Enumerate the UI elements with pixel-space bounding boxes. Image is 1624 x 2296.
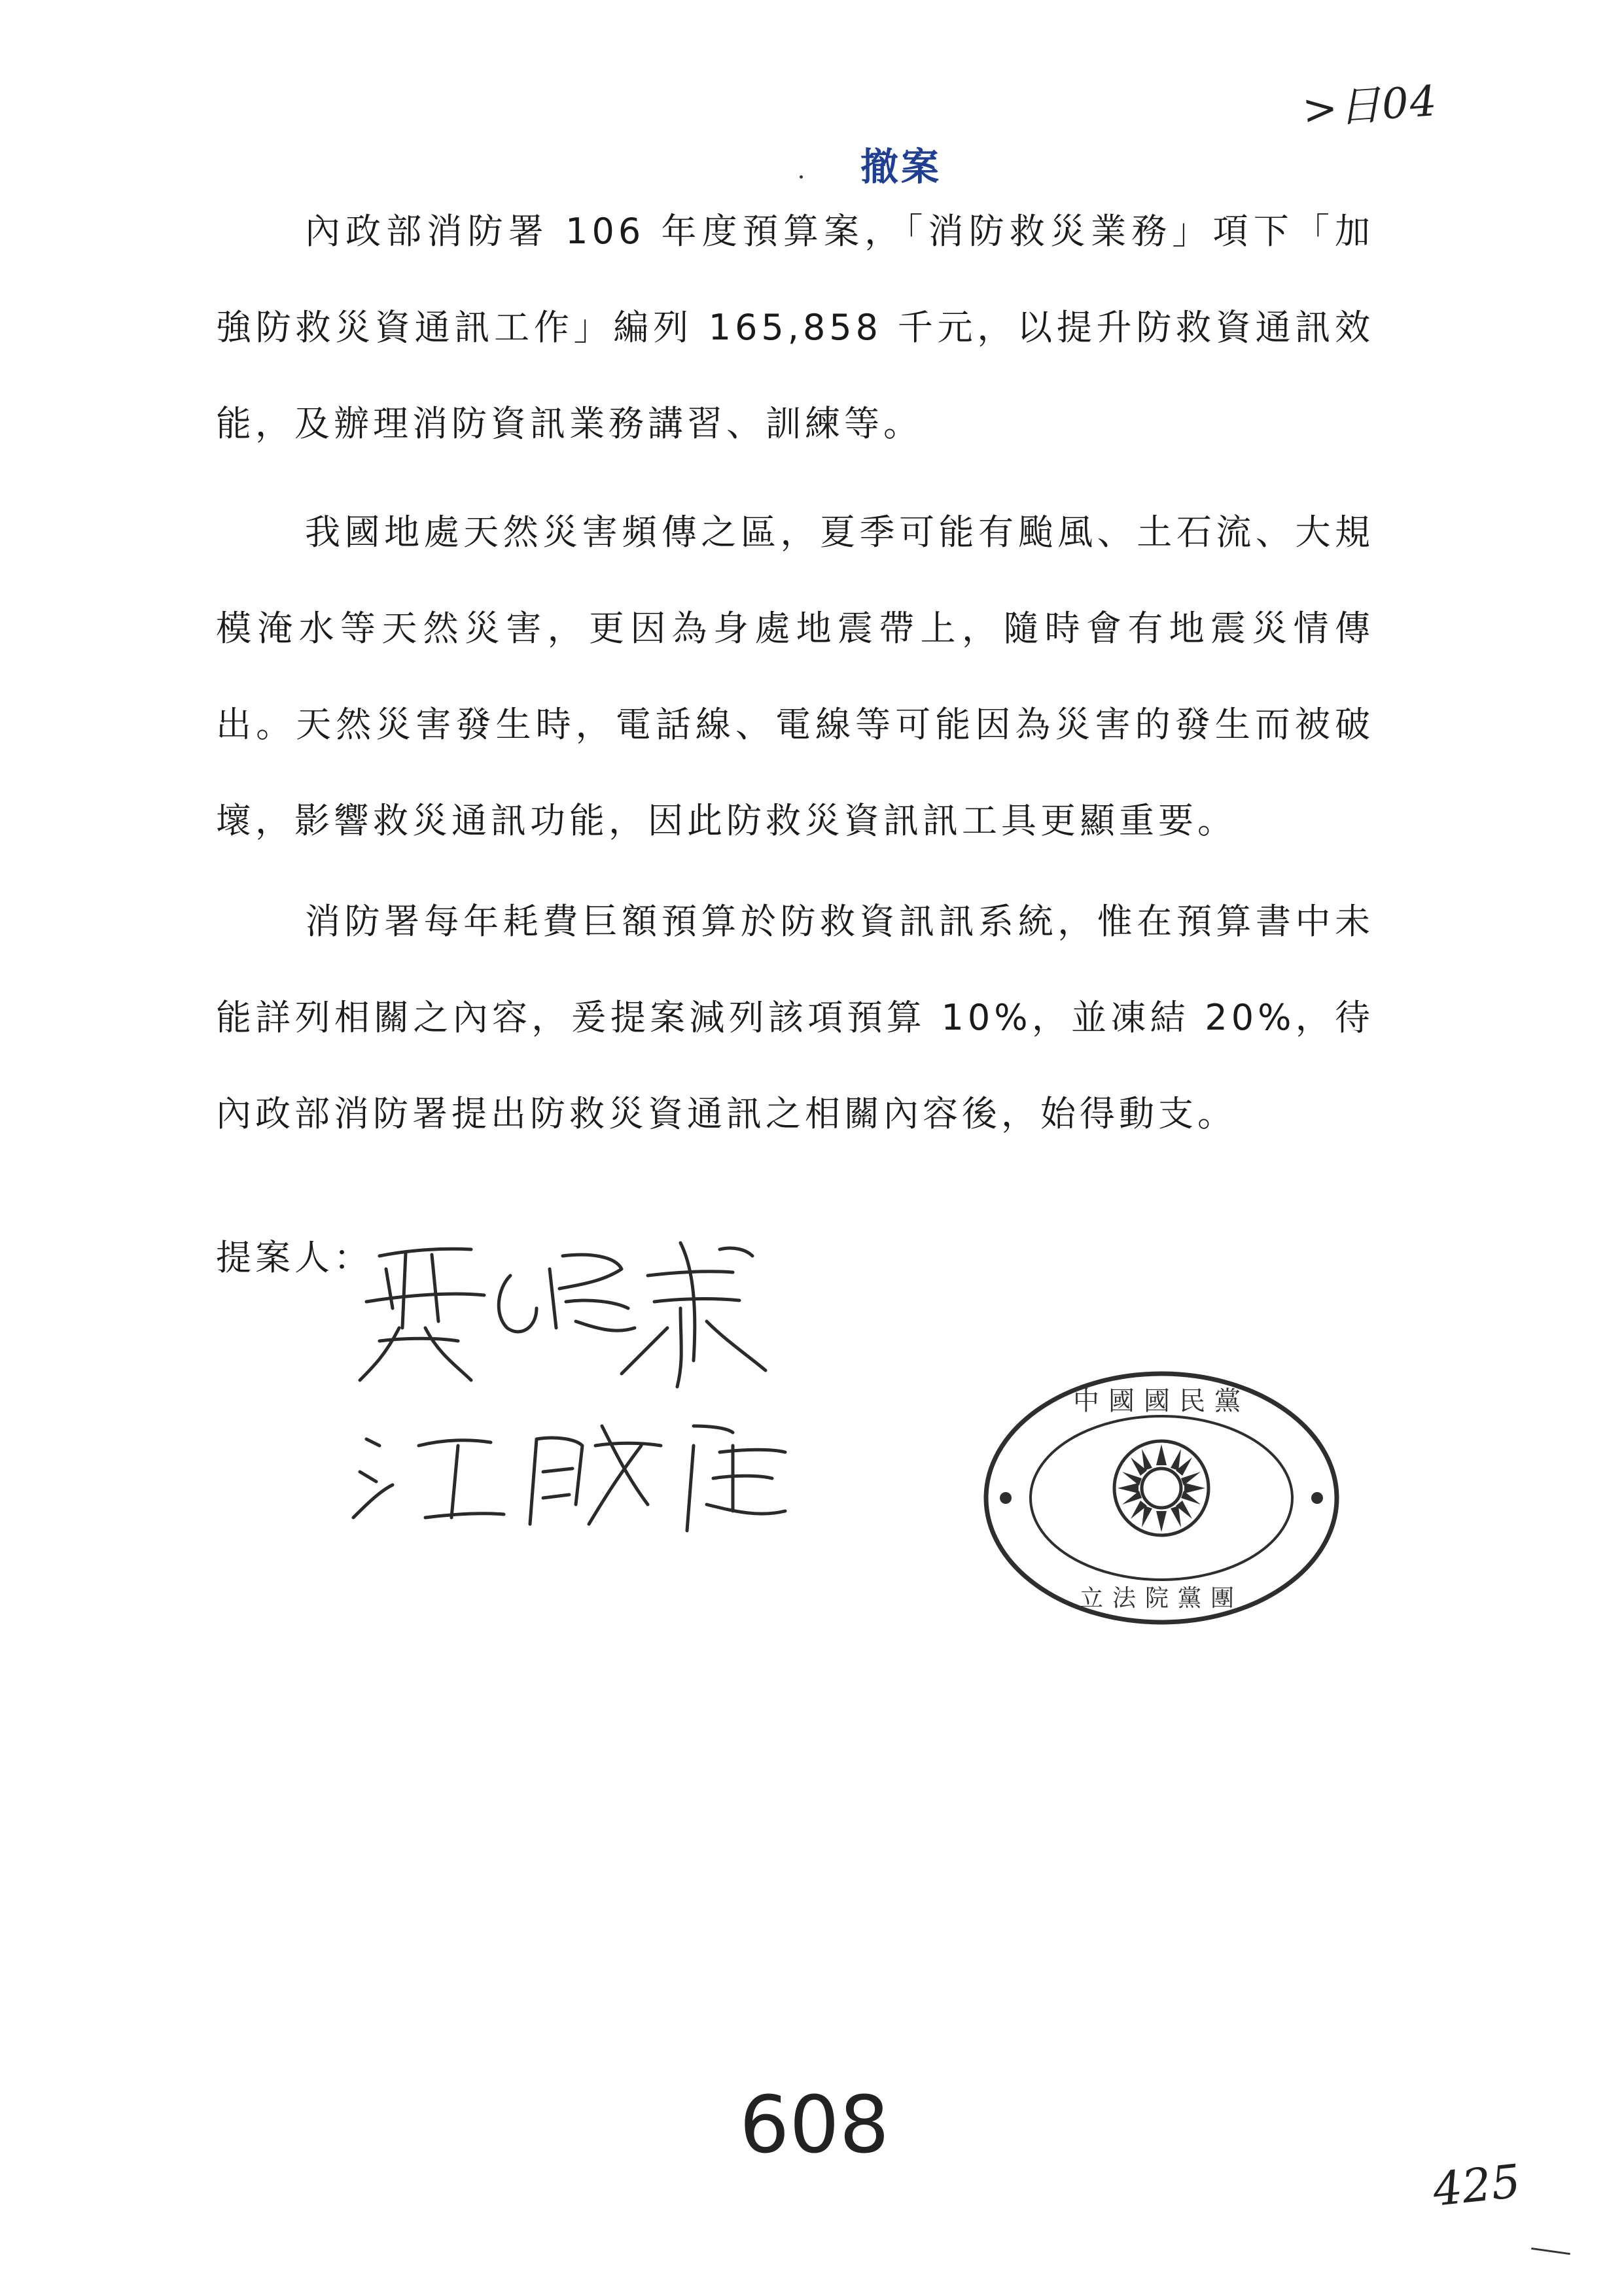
document-title: 撤案 [860,145,942,189]
seal-top-text: 中國國民黨 [1073,1386,1250,1416]
party-caucus-seal [978,1367,1345,1629]
handwritten-signatures [340,1230,838,1570]
handwritten-corner-note: >日04 [1301,77,1439,135]
scan-mark [1531,2248,1570,2255]
paragraph-1: 內政部消防署 106 年度預算案，「消防救災業務」項下「加強防救災資通訊工作」編列 165,858 千元，以提升防救資通訊效能，及辦理消防資訊業務講習、訓練等。 [216,211,1374,444]
handwritten-bottom-note: 425 [1430,2154,1523,2217]
seal-bottom-text: 立法院黨團 [1079,1585,1244,1612]
proposer-label: 提案人： [216,1237,373,1278]
paragraph-3: 消防署每年耗費巨額預算於防救資訊訊系統，惟在預算書中未能詳列相關之內容，爰提案減列該項預算 10%，並凍結 20%，待內政部消防署提出防救災資通訊之相關內容後，始得動支。 [216,901,1374,1134]
scan-speck [800,175,803,179]
paragraph-2: 我國地處天然災害頻傳之區，夏季可能有颱風、土石流、大規模淹水等天然災害，更因為身處地震帶上，隨時會有地震災情傳出。天然災害發生時，電話線、電線等可能因為災害的發生而被破壞，影響救災通訊功能，因此防救災資訊訊工具更顯重要。 [216,512,1374,841]
page-number: 608 [739,2080,890,2171]
